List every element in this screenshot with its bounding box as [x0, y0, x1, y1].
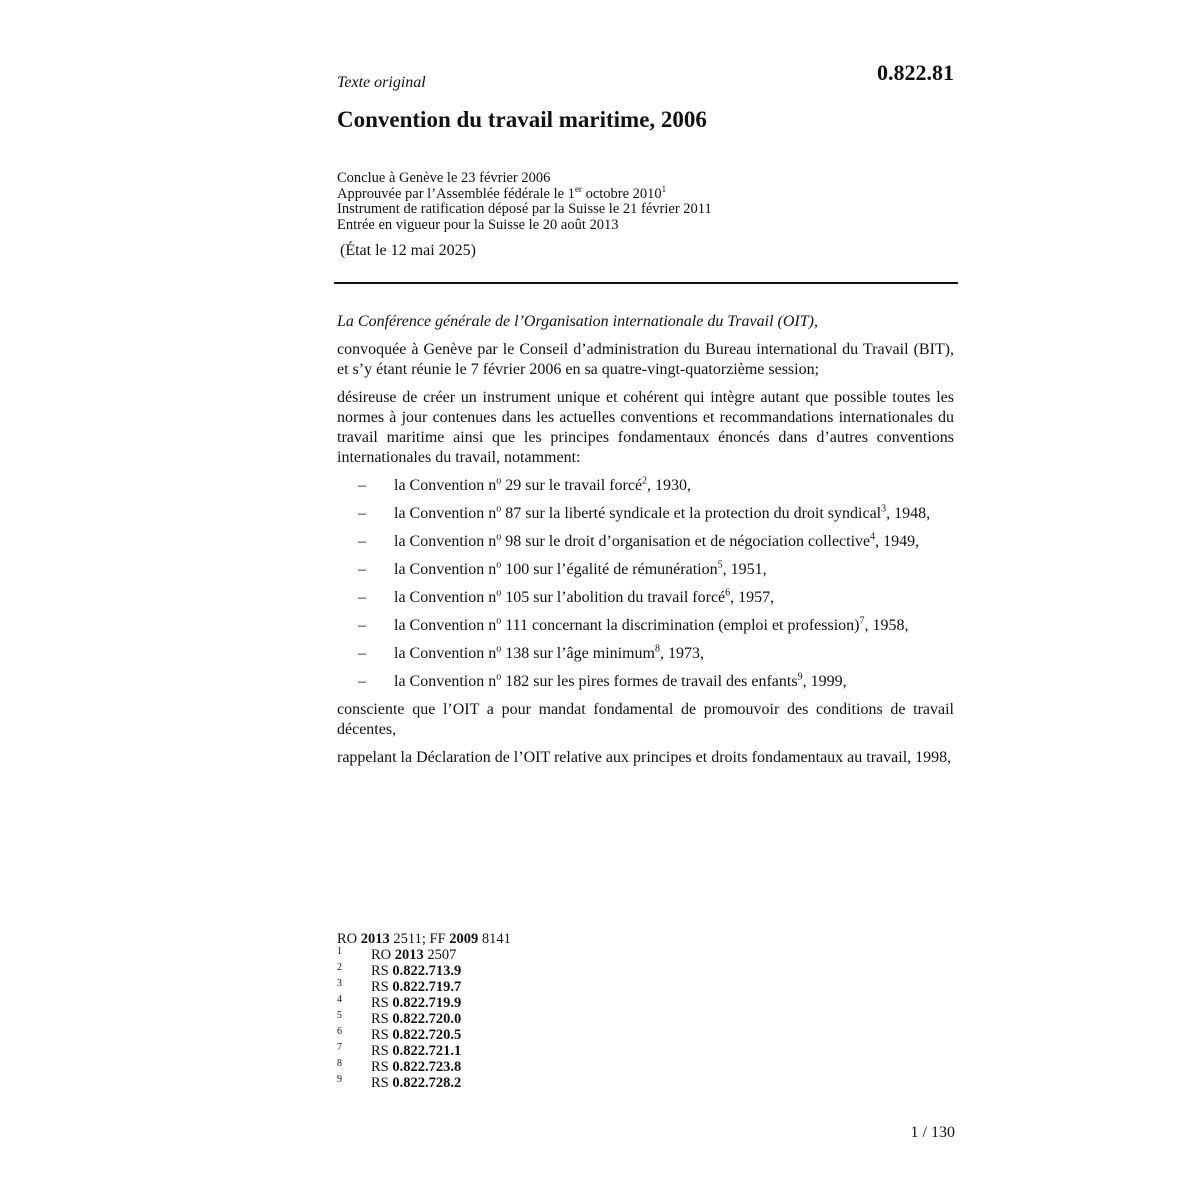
dash-bullet: – — [358, 533, 366, 550]
footnote-number: 9 — [337, 1074, 342, 1085]
numero-superscript: o — [496, 559, 502, 571]
footnote-reference[interactable]: 0.822.719.9 — [392, 995, 462, 1011]
list-item — [337, 532, 954, 552]
footnote-text: RS — [371, 1027, 393, 1043]
footnote-row — [337, 1059, 511, 1075]
footnote-reference[interactable]: 0.822.723.8 — [392, 1059, 462, 1075]
convention-text: 111 concernant la discrimination (emploi et profession) — [501, 617, 860, 634]
footnote-reference[interactable]: 0.822.719.7 — [392, 979, 462, 995]
concluded-line: Conclue à Genève le 23 février 2006 — [337, 170, 551, 186]
convention-text: 138 sur l’âge minimum — [501, 645, 655, 662]
convention-text: la Convention n — [394, 477, 497, 494]
convention-text: 100 sur l’égalité de rémunération — [501, 561, 718, 578]
convention-text: la Convention n — [394, 645, 497, 662]
footnote-ref[interactable]: 5 — [717, 559, 723, 571]
footnote-row — [337, 1043, 511, 1059]
convention-text: 105 sur l’abolition du travail forcé — [501, 589, 726, 606]
footnote-ref[interactable]: 8 — [654, 643, 660, 655]
convention-text: , 1957, — [730, 589, 775, 606]
footnote-number: 1 — [337, 946, 342, 957]
list-item — [337, 504, 954, 524]
footnote-text: RS — [371, 963, 393, 979]
approved-line: Approuvée par l’Assemblée fédérale le 1er octobre 2010$^1$ — [337, 183, 667, 202]
preamble-paragraph: consciente que l’OIT a pour mandat fondamental de promouvoir des conditions de travail décentes, — [337, 701, 954, 738]
convention-text: , 1958, — [864, 617, 909, 634]
list-item — [337, 644, 954, 664]
dash-bullet: – — [358, 589, 366, 606]
footnote-reference[interactable]: 0.822.721.1 — [392, 1043, 462, 1059]
footnote-ref[interactable]: 3 — [881, 503, 887, 515]
dash-bullet: – — [358, 477, 366, 494]
footnote-text: 2507 — [423, 947, 457, 963]
document-metadata — [337, 171, 712, 233]
numero-superscript: o — [496, 643, 502, 655]
numero-superscript: o — [496, 475, 502, 487]
footnote-reference[interactable]: 0.822.728.2 — [392, 1075, 462, 1091]
footnote-number: 6 — [337, 1026, 342, 1037]
convention-text: 98 sur le droit d’organisation et de négociation collective — [501, 533, 871, 550]
convention-text: la Convention n — [394, 533, 497, 550]
footnote-list — [337, 947, 511, 1091]
dash-bullet: – — [358, 561, 366, 578]
convention-text: la Convention n — [394, 617, 497, 634]
header-divider — [334, 282, 958, 284]
footnote-text: RO — [371, 947, 395, 963]
footnote-number: 4 — [337, 994, 342, 1005]
list-item — [337, 588, 954, 608]
numero-superscript: o — [496, 615, 502, 627]
footnote-text: RS — [371, 1043, 393, 1059]
footnote-text: RS — [371, 995, 393, 1011]
numero-superscript: o — [496, 531, 502, 543]
footnote-text: RS — [371, 1059, 393, 1075]
preamble-paragraph: convoquée à Genève par le Conseil d’administration du Bureau international du Travail (BIT), et s’y étant réunie le 7 février 2006 en sa quatre-vingt-quatorzième session; — [337, 341, 954, 378]
dash-bullet: – — [358, 505, 366, 522]
page-number: 1 / 130 — [910, 1124, 955, 1141]
numero-superscript: o — [496, 587, 502, 599]
footnote-number: 3 — [337, 978, 342, 989]
convention-text: , 1973, — [659, 645, 704, 662]
dash-bullet: – — [358, 673, 366, 690]
footnote-number: 8 — [337, 1058, 342, 1069]
footnote-row — [337, 995, 511, 1011]
convention-text: , 1999, — [802, 673, 847, 690]
footnote-row — [337, 963, 511, 979]
footnote-reference[interactable]: 0.822.720.0 — [392, 1011, 462, 1027]
preamble-intro: La Conférence générale de l’Organisation internationale du Travail (OIT), — [337, 313, 818, 330]
preamble-paragraph: désireuse de créer un instrument unique et cohérent qui intègre autant que possible toutes les normes à jour contenues dans les actuelles conventions et recommandations internationales du travail maritime ainsi que les principes fondamentaux énoncés dans d’autres conventions internationales du travail, notamment: — [337, 389, 954, 466]
list-item — [337, 476, 954, 496]
footnote-ref[interactable]: 1 — [661, 183, 667, 194]
ratification-line: Instrument de ratification déposé par la Suisse le 21 février 2011 — [337, 201, 712, 217]
footnote-row — [337, 1027, 511, 1043]
footnote-ref[interactable]: 4 — [870, 531, 876, 543]
footnote-reference[interactable]: 0.822.713.9 — [392, 963, 462, 979]
state-date: (État le 12 mai 2025) — [340, 242, 476, 259]
convention-text: la Convention n — [394, 589, 497, 606]
convention-text: la Convention n — [394, 505, 497, 522]
footnote-text: RS — [371, 979, 393, 995]
entry-into-force-line: Entrée en vigueur pour la Suisse le 20 août 2013 — [337, 216, 619, 233]
publication-reference: RO 2013 2511; FF 2009 8141 — [337, 931, 511, 947]
footnote-row — [337, 1075, 511, 1091]
sr-number: 0.822.81 — [877, 60, 954, 85]
dash-bullet: – — [358, 617, 366, 634]
convention-text: 29 sur le travail forcé — [501, 477, 643, 494]
footnote-number: 5 — [337, 1010, 342, 1021]
convention-text: la Convention n — [394, 561, 497, 578]
footnote-row — [337, 947, 511, 963]
convention-text: 182 sur les pires formes de travail des enfants — [501, 673, 798, 690]
footnote-row — [337, 979, 511, 995]
preamble-paragraph: rappelant la Déclaration de l’OIT relative aux principes et droits fondamentaux au travail, 1998, — [337, 749, 952, 766]
convention-text: la Convention n — [394, 673, 497, 690]
convention-text: , 1948, — [886, 505, 931, 522]
convention-text: , 1930, — [647, 477, 692, 494]
page-title: Convention du travail maritime, 2006 — [337, 107, 707, 132]
footnote-text: RS — [371, 1075, 393, 1091]
list-item — [337, 672, 954, 692]
footnote-ref[interactable]: 2 — [642, 475, 648, 487]
footnote-number: 2 — [337, 962, 342, 973]
convention-text: 87 sur la liberté syndicale et la protection du droit syndical — [501, 505, 882, 522]
footnote-text: RS — [371, 1011, 393, 1027]
footnote-reference[interactable]: 0.822.720.5 — [392, 1027, 462, 1043]
numero-superscript: o — [496, 671, 502, 683]
footnote-ref[interactable]: 9 — [797, 671, 803, 683]
footnote-ref[interactable]: 7 — [859, 615, 865, 627]
convention-text: , 1949, — [875, 533, 920, 550]
footnote-reference[interactable]: 2013 — [394, 947, 424, 963]
convention-text: , 1951, — [722, 561, 767, 578]
footnote-row — [337, 1011, 511, 1027]
footnote-ref[interactable]: 6 — [725, 587, 731, 599]
footnotes — [337, 931, 511, 1091]
list-item — [337, 560, 954, 580]
conventions-list — [337, 476, 954, 692]
numero-superscript: o — [496, 503, 502, 515]
preamble — [337, 312, 954, 776]
list-item — [337, 616, 954, 636]
dash-bullet: – — [358, 645, 366, 662]
footnote-number: 7 — [337, 1042, 342, 1053]
document-label: Texte original — [337, 74, 426, 91]
